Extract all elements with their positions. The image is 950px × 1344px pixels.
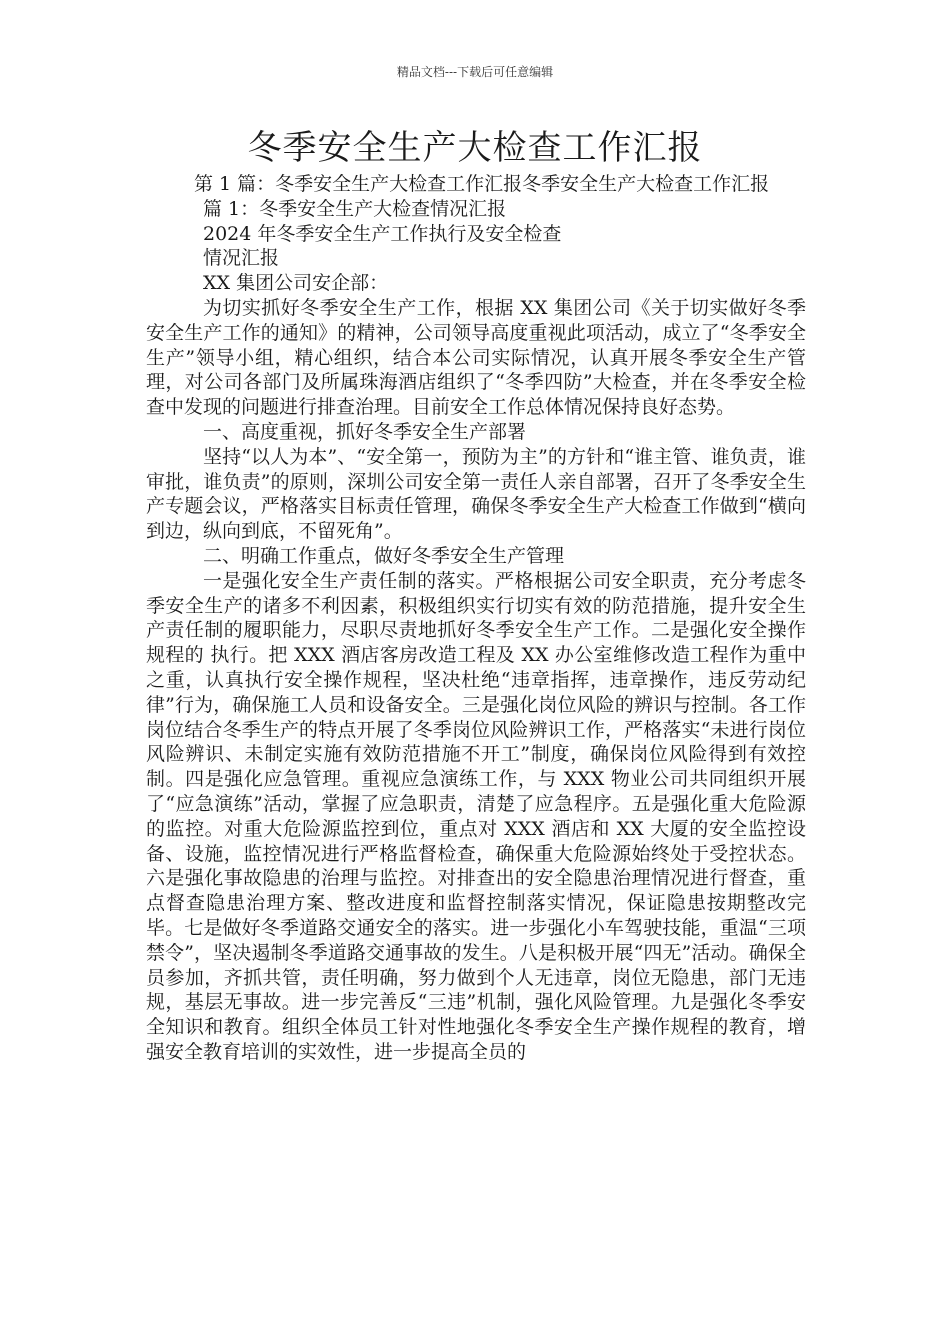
report-title-line-2: 情况汇报 [203,247,280,270]
body-paragraph-measures: 一是强化安全生产责任制的落实。严格根据公司安全职责，充分考虑冬季安全生产的诸多不利因素，积极组织实行切实有效的防范措施，提升安全生产责任制的履职能力，尽职尽责地抓好冬季安全生产工作。二是强化安全操作规程的 执行。把 XXX 酒店客房改造工程及 XX 办公室维修改造工程作为重中之重，认真执行安全操作规程，坚决杜绝“违章指挥，违章操作，违反劳动纪律”行为，确保施工人员和设备安全。三是强化岗位风险的辨识与控制。各工作岗位结合冬季生产的特点开展了冬季岗位风险辨识工作，严格落实“未进行岗位风险辨识、未制定实施有效防范措施不开工”制度，确保岗位风险得到有效控制。四是强化应急管理。重视应急演练工作，与 XXX 物业公司共同组织开展了“应急演练”活动，掌握了应急职责，清楚了应急程序。五是强化重大危险源的监控。对重大危险源监控到位，重点对 XXX 酒店和 XX 大厦的安全监控设备、设施，监控情况进行严格监督检查，确保重大危险源始终处于受控状态。六是强化事故隐患的治理与监控。对排查出的安全隐患治理情况进行督查，重点督查隐患治理方案、整改进度和监督控制落实情况，保证隐患按期整改完毕。七是做好冬季道路交通安全的落实。进一步强化小车驾驶技能，重温“三项禁令”，坚决遏制冬季道路交通事故的发生。八是积极开展“四无”活动。确保全员参加，齐抓共管，责任明确，努力做到个人无违章，岗位无隐患，部门无违规，基层无事故。进一步完善反“三违”机制，强化风险管理。九是强化冬季安全知识和教育。组织全体员工针对性地强化冬季安全生产操作规程的教育，增强安全教育培训的实效性，进一步提高全员的 [146,569,806,1063]
section-heading: 篇 1：冬季安全生产大检查情况汇报 [203,197,507,220]
body-paragraph-intro: 为切实抓好冬季安全生产工作，根据 XX 集团公司《关于切实做好冬季安全生产工作的通知》的精神，公司领导高度重视此项活动，成立了“冬季安全生产”领导小组，精心组织，结合本公司实际情况，认真开展冬季安全生产管理，对公司各部门及所属珠海酒店组织了“冬季四防”大检查，并在冬季安全检查中发现的问题进行排查治理。目前安全工作总体情况保持良好态势。 [146,296,806,419]
document-body [146,172,806,1065]
subheading-key-work: 二、明确工作重点，做好冬季安全生产管理 [203,544,565,567]
chapter-heading: 第 1 篇：冬季安全生产大检查工作汇报冬季安全生产大检查工作汇报 [194,173,770,195]
document-title: 冬季安全生产大检查工作汇报 [247,128,703,168]
subheading-deployment: 一、高度重视，抓好冬季安全生产部署 [203,420,527,443]
body-paragraph-principles: 坚持“以人为本”、“安全第一，预防为主”的方针和“谁主管、谁负责，谁审批，谁负责”的原则，深圳公司安全第一责任人亲自部署，召开了冬季安全生产专题会议，严格落实目标责任管理，确保冬季安全生产大检查工作做到“横向到边，纵向到底，不留死角”。 [146,445,806,543]
page-header-note: 精品文档---下载后可任意编辑 [396,65,554,79]
salutation: XX 集团公司安企部： [203,272,389,295]
report-title-line-1: 2024 年冬季安全生产工作执行及安全检查 [203,222,562,245]
